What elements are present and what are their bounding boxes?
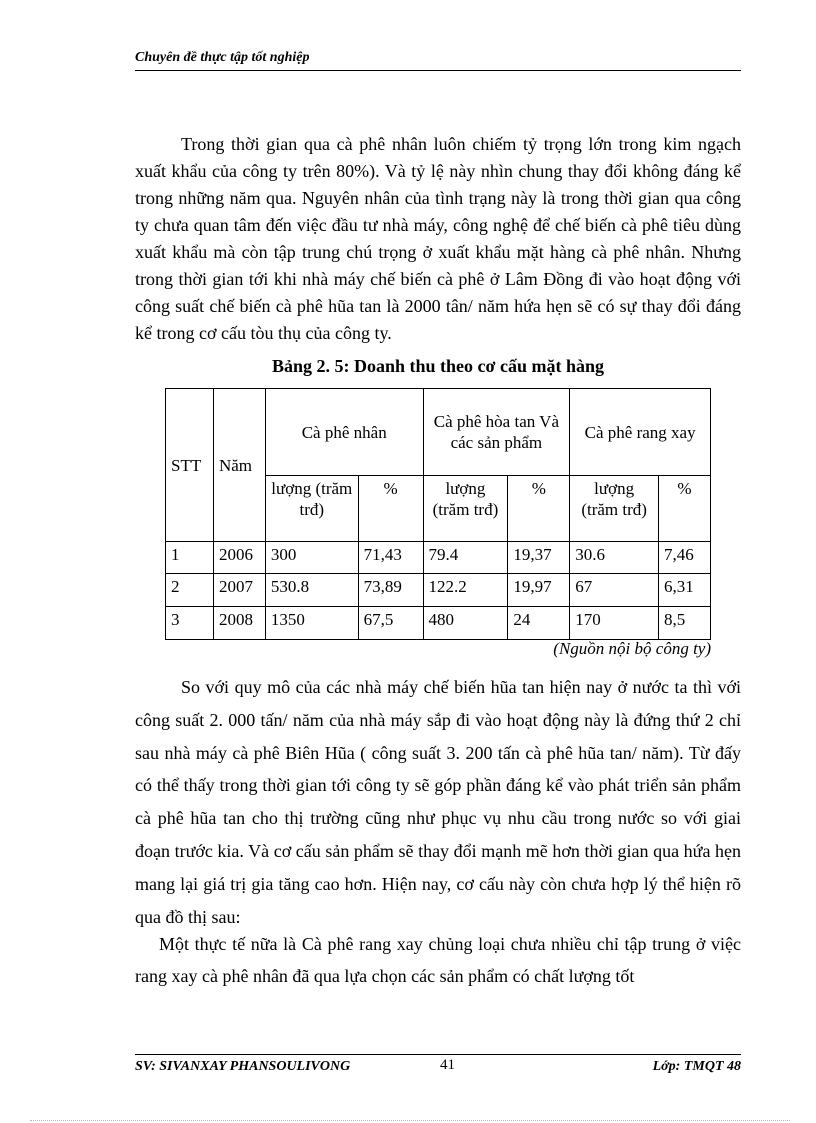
cell-year: 2006: [213, 542, 265, 574]
cell-c3: 170: [570, 607, 659, 640]
header-group-2: Cà phê hòa tan Và các sản phẩm: [423, 389, 570, 476]
cell-p2: 24: [508, 607, 570, 640]
footer-class: Lớp: TMQT 48: [652, 1059, 741, 1074]
paragraph-3: Một thực tế nữa là Cà phê rang xay chủng loại chưa nhiều chỉ tập trung ở việc rang xay cà phê nhân đã qua lựa chọn các sản phẩm có chất lượng tốt: [135, 934, 741, 986]
cell-c1: 300: [265, 542, 358, 574]
cell-year: 2007: [213, 574, 265, 607]
table-row: [166, 542, 711, 574]
cell-p3: 7,46: [659, 542, 711, 574]
cell-c2: 79.4: [423, 542, 508, 574]
cell-p2: 19,97: [508, 574, 570, 607]
paragraph-2: So với quy mô của các nhà máy chế biến hũa tan hiện nay ở nước ta thì với công suất 2. 000 tấn/ năm của nhà máy sắp đi vào hoạt động này là đứng thứ 2 chỉ sau nhà máy cà phê Biên Hũa ( công suất 3. 200 tấn cà phê hũa tan/ năm). Từ đấy có thể thấy trong thời gian tới công ty sẽ góp phần đáng kể vào phát triển sản phẩm cà phê hũa tan cho thị trường cũng như phục vụ nhu cầu trong nước so với giai đoạn trước kia. Và cơ cấu sản phẩm sẽ thay đổi mạnh mẽ hơn thời gian qua hứa hẹn mang lại giá trị gia tăng cao hơn. Hiện nay, cơ cấu này còn chưa hợp lý thể hiện rõ qua đồ thị sau:: [135, 677, 741, 927]
cell-c3: 67: [570, 574, 659, 607]
cell-p2: 19,37: [508, 542, 570, 574]
page-header: [135, 50, 741, 71]
cell-year: 2008: [213, 607, 265, 640]
header-percent-3: %: [659, 476, 711, 542]
cell-p1: 71,43: [358, 542, 423, 574]
cell-c1: 530.8: [265, 574, 358, 607]
cell-c2: 122.2: [423, 574, 508, 607]
table-row: [166, 607, 711, 640]
table-caption: Bảng 2. 5: Doanh thu theo cơ cấu mặt hàng: [271, 356, 604, 376]
header-stt: STT: [166, 389, 214, 542]
footer-student: SV: SIVANXAY PHANSOULIVONG: [135, 1059, 351, 1074]
page-edge-divider: [30, 1120, 790, 1121]
paragraph-1: Trong thời gian qua cà phê nhân luôn chiếm tỷ trọng lớn trong kim ngạch xuất khẩu của công ty trên 80%). Và tỷ lệ này nhìn chung thay đổi không đáng kể trong những năm qua. Nguyên nhân của tình trạng này là trong thời gian qua công ty chưa quan tâm đến việc đầu tư nhà máy, công nghệ để chế biến cà phê tiêu dùng xuất khẩu mà còn tập trung chú trọng ở xuất khẩu mặt hàng cà phê nhân. Nhưng trong thời gian tới khi nhà máy chế biến cà phê ở Lâm Đồng đi vào hoạt động với công suất chế biến cà phê hũa tan là 2000 tân/ năm hứa hẹn sẽ có sự thay đổi đáng kể trong cơ cấu tòu thụ của công ty.: [135, 134, 741, 343]
cell-stt: 1: [166, 542, 214, 574]
cell-stt: 2: [166, 574, 214, 607]
revenue-table: [165, 388, 711, 640]
header-group-3: Cà phê rang xay: [570, 389, 711, 476]
header-amount-3: lượng (trăm trđ): [570, 476, 659, 542]
page-number: 41: [440, 1057, 455, 1073]
header-group-1: Cà phê nhân: [265, 389, 423, 476]
header-percent-2: %: [508, 476, 570, 542]
table-source: (Nguồn nội bộ công ty): [553, 639, 711, 658]
cell-c3: 30.6: [570, 542, 659, 574]
header-title: Chuyên đề thực tập tốt nghiệp: [135, 50, 310, 65]
cell-p1: 73,89: [358, 574, 423, 607]
header-year: Năm: [213, 389, 265, 542]
page-footer: [135, 1054, 741, 1077]
cell-p3: 8,5: [659, 607, 711, 640]
cell-p1: 67,5: [358, 607, 423, 640]
header-amount-1: lượng (trăm trđ): [265, 476, 358, 542]
cell-stt: 3: [166, 607, 214, 640]
cell-c2: 480: [423, 607, 508, 640]
cell-c1: 1350: [265, 607, 358, 640]
table-row: [166, 574, 711, 607]
header-percent-1: %: [358, 476, 423, 542]
header-amount-2: lượng (trăm trđ): [423, 476, 508, 542]
cell-p3: 6,31: [659, 574, 711, 607]
